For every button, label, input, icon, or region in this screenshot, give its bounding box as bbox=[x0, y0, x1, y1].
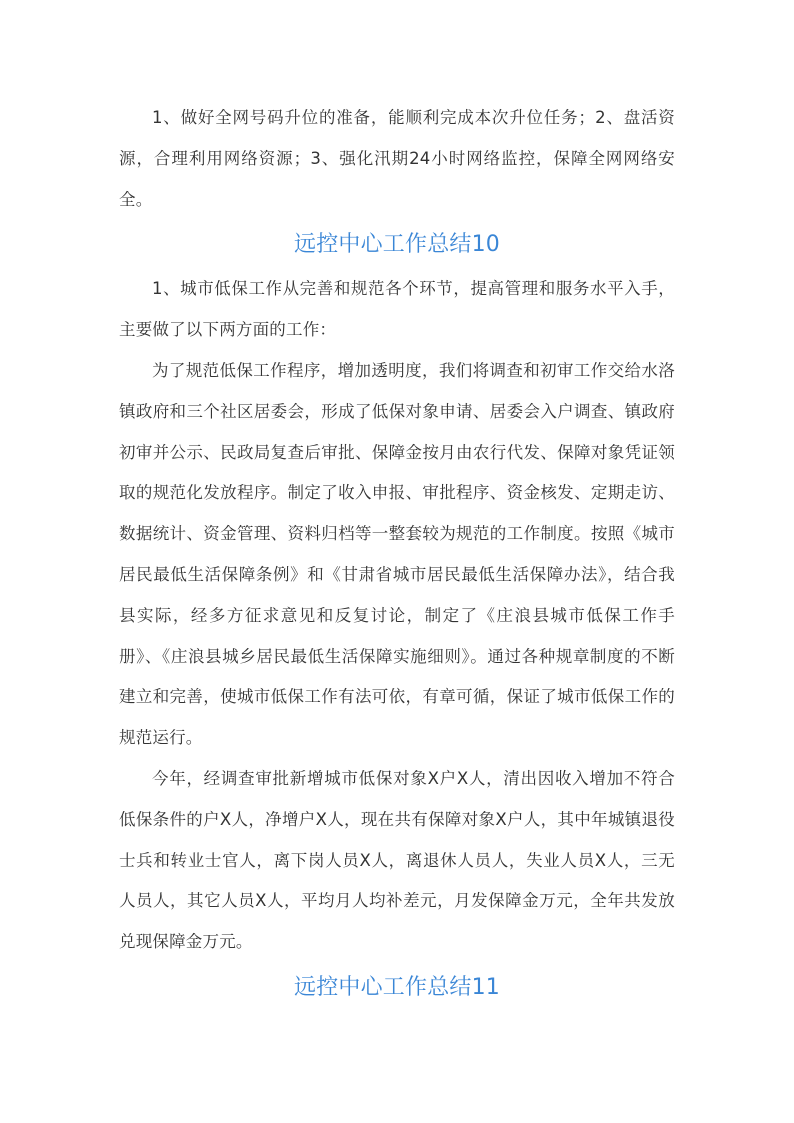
section-10-paragraph-3: 今年，经调查审批新增城市低保对象X户X人，清出因收入增加不符合低保条件的户X人，净增户X人，现在共有保障对象X户人，其中年城镇退役士兵和转业士官人，离下岗人员X人，离退休人员人，失业人员X人，三无人员人，其它人员X人，平均月人均补差元，月发保障金万元，全年共发放兑现保障金万元。 bbox=[119, 768, 675, 952]
document-body bbox=[119, 98, 675, 1012]
section-10-title: 远控中心工作总结10 bbox=[294, 232, 500, 258]
section-10-paragraph-2: 为了规范低保工作程序，增加透明度，我们将调查和初审工作交给水洛镇政府和三个社区居委会，形成了低保对象申请、居委会入户调查、镇政府初审并公示、民政局复查后审批、保障金按月由农行代发、保障对象凭证领取的规范化发放程序。制定了收入申报、审批程序、资金核发、定期走访、数据统计、资金管理、资料归档等一整套较为规范的工作制度。按照《城市居民最低生活保障条例》和《甘肃省城市居民最低生活保障办法》，结合我县实际，经多方征求意见和反复讨论，制定了《庄浪县城市低保工作手册》、《庄浪县城乡居民最低生活保障实施细则》。通过各种规章制度的不断建立和完善，使城市低保工作有法可依，有章可循，保证了城市低保工作的规范运行。 bbox=[119, 360, 675, 748]
intro-paragraph: 1、做好全网号码升位的准备，能顺利完成本次升位任务；2、盘活资源，合理利用网络资源；3、强化汛期24小时网络监控，保障全网网络安全。 bbox=[119, 108, 675, 209]
section-10-paragraph-1: 1、城市低保工作从完善和规范各个环节，提高管理和服务水平入手，主要做了以下两方面的工作： bbox=[119, 279, 675, 340]
section-11-title: 远控中心工作总结11 bbox=[294, 974, 500, 1000]
